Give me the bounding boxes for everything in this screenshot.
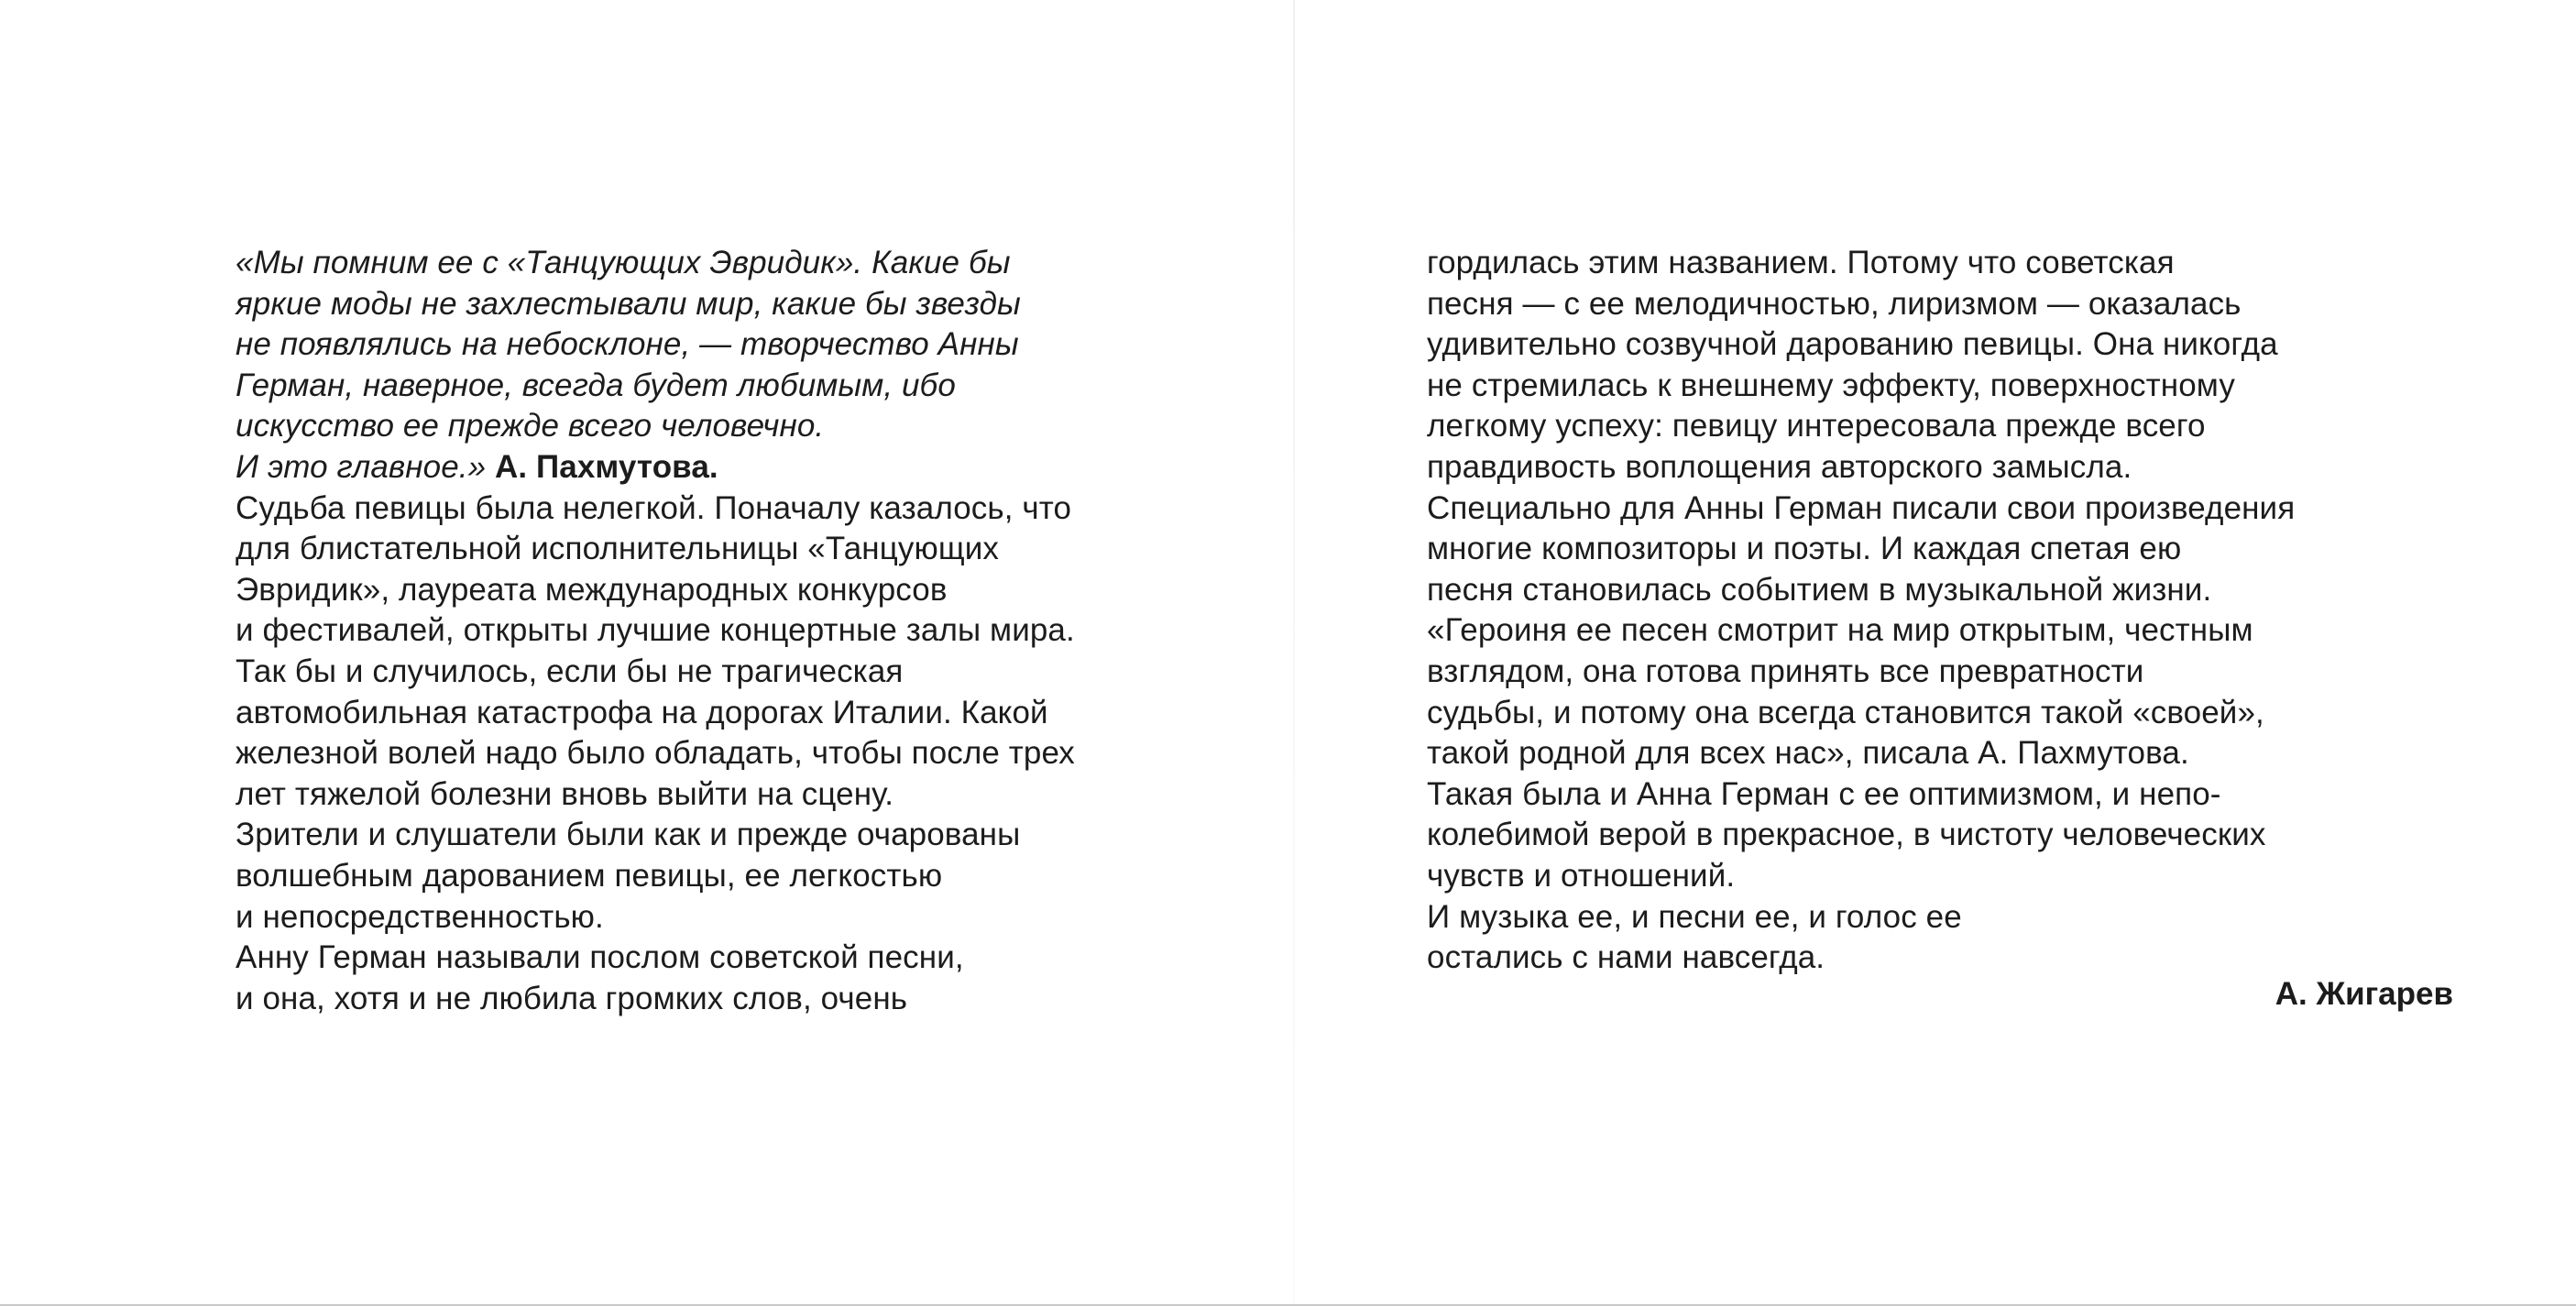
body-line: судьбы, и потому она всегда становится такой «своей», (1427, 694, 2264, 730)
body-line: чувств и отношений. (1427, 857, 1736, 894)
quote-closing-line (236, 447, 1075, 488)
body-line: песня — с ее мелодичностью, лиризмом — оказалась (1427, 285, 2242, 322)
body-line: Анну Герман называли послом советской песни, (236, 939, 964, 976)
body-line: и непосредственностью. (236, 898, 604, 935)
body-line: Так бы и случилось, если бы не трагическая (236, 653, 904, 689)
body-line: и фестивалей, открыты лучшие концертные залы мира. (236, 612, 1075, 649)
quote-line: искусство ее прежде всего человечно. (236, 408, 825, 444)
quote-line: Герман, наверное, всегда будет любимым, ибо (236, 367, 956, 403)
body-line: волшебным дарованием певицы, ее легкостью (236, 857, 943, 894)
body-line: взглядом, она готова принять все превратности (1427, 653, 2144, 689)
author-signature: А. Жигарев (2275, 976, 2453, 1012)
body-line: правдивость воплощения авторского замысла. (1427, 448, 2132, 485)
right-text-column (1427, 243, 2295, 979)
body-line: не стремилась к внешнему эффекту, поверхностному (1427, 367, 2235, 403)
quote-author: А. Пахмутова. (494, 448, 718, 485)
body-line: удивительно созвучной дарованию певицы. Она никогда (1427, 326, 2278, 363)
body-line: такой родной для всех нас», писала А. Пахмутова. (1427, 735, 2189, 772)
body-line: автомобильная катастрофа на дорогах Италии. Какой (236, 694, 1048, 730)
page-fold-divider (1293, 0, 1295, 1304)
body-line: многие композиторы и поэты. И каждая спетая ею (1427, 531, 2182, 567)
body-line: и она, хотя и не любила громких слов, очень (236, 980, 908, 1016)
body-line: остались с нами навсегда. (1427, 939, 1825, 976)
body-line: колебимой верой в прекрасное, в чистоту человеческих (1427, 817, 2266, 853)
body-line: Специально для Анны Герман писали свои произведения (1427, 489, 2296, 526)
quote-last-text: И это главное.» (236, 448, 487, 485)
body-line: легкому успеху: певицу интересовала прежде всего (1427, 408, 2206, 444)
body-line: Такая была и Анна Герман с ее оптимизмом, и непо- (1427, 775, 2221, 812)
body-line: песня становилась событием в музыкальной жизни. (1427, 571, 2212, 608)
quote-line: не появлялись на небосклоне, — творчество Анны (236, 326, 1019, 363)
body-line: «Героиня ее песен смотрит на мир открытым, честным (1427, 612, 2253, 649)
body-line: И музыка ее, и песни ее, и голос ее (1427, 898, 1962, 935)
body-line: Зрители и слушатели были как и прежде очарованы (236, 817, 1021, 853)
quote-line: яркие моды не захлестывали мир, какие бы звезды (236, 285, 1021, 322)
body-line: лет тяжелой болезни вновь выйти на сцену. (236, 775, 894, 812)
body-line: для блистательной исполнительницы «Танцующих (236, 531, 999, 567)
body-line: Эвридик», лауреата международных конкурсов (236, 571, 948, 608)
body-line: гордилась этим названием. Потому что советская (1427, 245, 2175, 280)
body-line: железной волей надо было обладать, чтобы после трех (236, 735, 1075, 772)
body-line: Судьба певицы была нелегкой. Поначалу казалось, что (236, 489, 1072, 526)
left-text-column (236, 243, 1075, 1019)
quote-line: «Мы помним ее с «Танцующих Эвридик». Какие бы (236, 245, 1011, 280)
